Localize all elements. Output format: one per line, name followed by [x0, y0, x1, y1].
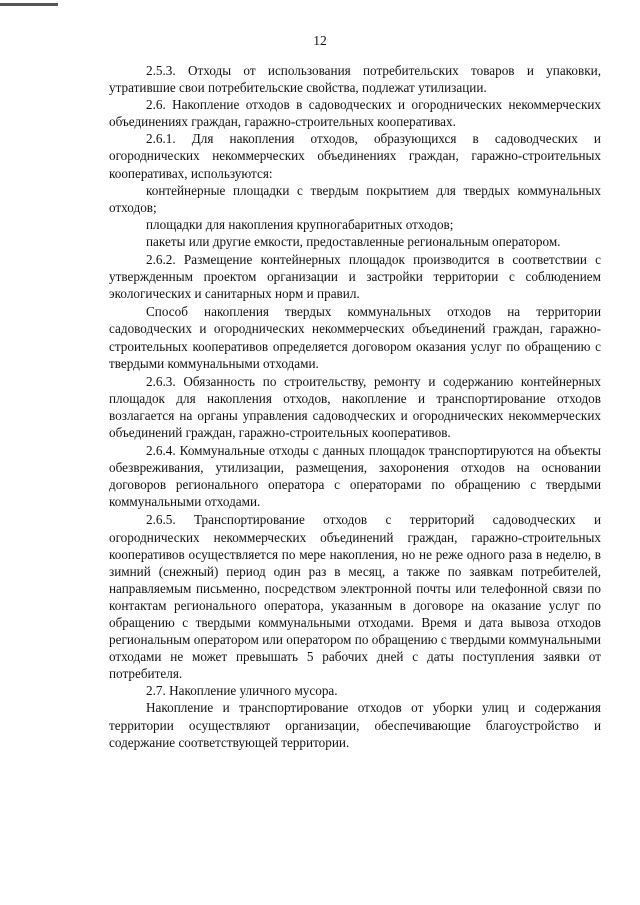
page-number: 12 [313, 33, 327, 48]
paragraph-2-7: 2.7. Накопление уличного мусора. [146, 683, 338, 699]
paragraph-street-waste: Накопление и транспортирование отходов от уборки улиц и содержания территории осуществляют организации, обеспечивающие благоустройство и содержание соответствующей территории. [109, 700, 601, 750]
paragraph-2-6-2: 2.6.2. Размещение контейнерных площадок производится в соответствии с утвержденным проектом организации и застройки территории с соблюдением экологических и санитарных норм и правил. [109, 252, 601, 302]
paragraph-2-6-1: 2.6.1. Для накопления отходов, образующихся в садоводческих и огороднических некоммерческих объединениях граждан, гаражно-строительных кооперативах, используются: [109, 131, 601, 181]
paragraph-accumulation-method: Способ накопления твердых коммунальных отходов на территории садоводческих и огороднических некоммерческих объединений граждан, гаражно-строительных кооперативов определяется договором оказания услуг по обращению с твердыми коммунальными отходами. [109, 304, 601, 371]
document-body [109, 62, 601, 751]
list-item-container-sites: контейнерные площадки с твердым покрытием для твердых коммунальных отходов; [109, 182, 601, 215]
list-item-bags: пакеты или другие емкости, предоставленные региональным оператором. [146, 233, 561, 249]
list-item-bulky-waste-sites: площадки для накопления крупногабаритных отходов; [146, 216, 454, 232]
paragraph-2-6-3: 2.6.3. Обязанность по строительству, ремонту и содержанию контейнерных площадок для накопления отходов, накопление и транспортирование отходов возлагается на органы управления садоводческих и огороднических некоммерческих объединений граждан, гаражно-строительных кооперативов. [109, 373, 601, 440]
paragraph-2-6-5: 2.6.5. Транспортирование отходов с территорий садоводческих и огороднических некоммерческих объединений граждан, гаражно-строительных кооперативов осуществляется по мере накопления, но не реже одного раза в неделю, в зимний (снежный) период один раз в месяц, а также по заявкам потребителей, направляемым письменно, посредством электронной почты или телефонной связи по контактам регионального оператора, указанным в договоре на оказание услуг по обращению с твердыми коммунальными отходами. Время и дата вывоза отходов региональным оператором или оператором по обращению с твердыми коммунальными отходами не может превышать 5 рабочих дней с даты поступления заявки от потребителя. [109, 512, 601, 682]
paragraph-2-6-4: 2.6.4. Коммунальные отходы с данных площадок транспортируются на объекты обезвреживания, утилизации, размещения, захоронения отходов на основании договоров регионального оператора с операторами по обращению с твердыми коммунальными отходами. [109, 443, 601, 510]
paragraph-2-5-3: 2.5.3. Отходы от использования потребительских товаров и упаковки, утратившие свои потребительские свойства, подлежат утилизации. [109, 63, 601, 96]
scan-edge-mark [0, 3, 58, 6]
paragraph-2-6: 2.6. Накопление отходов в садоводческих и огороднических некоммерческих объединениях граждан, гаражно-строительных кооперативах. [109, 97, 601, 130]
